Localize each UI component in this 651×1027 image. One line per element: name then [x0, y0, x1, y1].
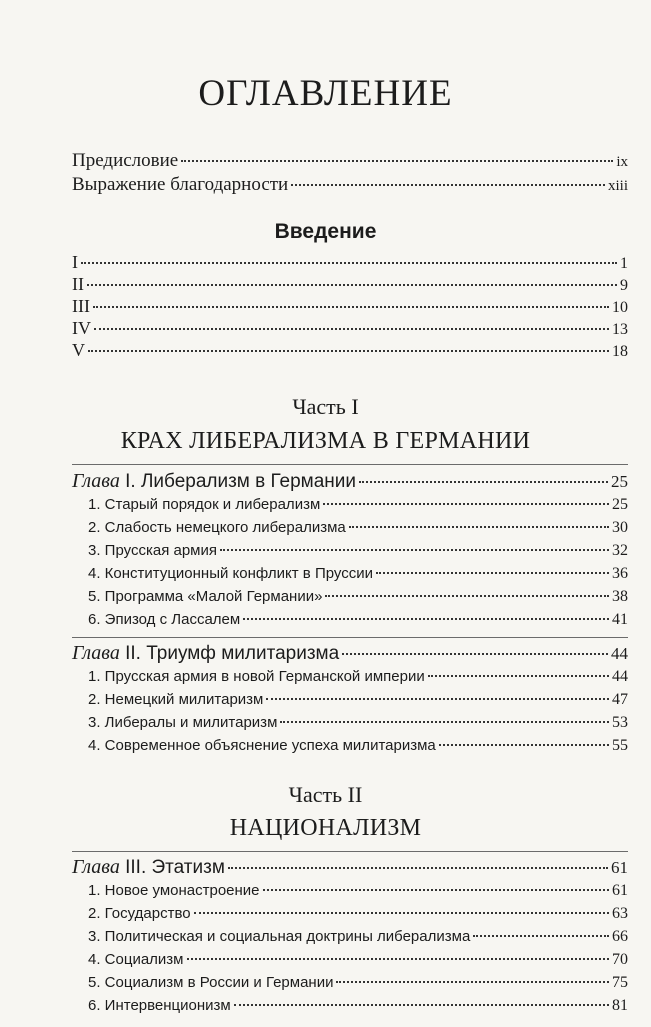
entry-label: 2. Немецкий милитаризм — [88, 691, 264, 708]
entry-page: 1 — [620, 255, 628, 272]
leader-dots — [349, 526, 609, 528]
entry-page: 55 — [612, 737, 628, 754]
toc-entry-2-3[interactable] — [88, 714, 628, 738]
entry-page: 18 — [612, 343, 628, 360]
entry-page: 61 — [611, 858, 628, 877]
section-rule — [72, 637, 628, 638]
entry-label: 6. Эпизод с Лассалем — [88, 611, 241, 628]
entry-label: 4. Социализм — [88, 951, 184, 968]
toc-entry-3-4[interactable] — [88, 951, 628, 975]
entry-label: 6. Интервенционизм — [88, 997, 231, 1014]
leader-dots — [291, 184, 605, 186]
chapter-label — [72, 642, 339, 665]
leader-dots — [280, 721, 609, 723]
leader-dots — [263, 889, 609, 891]
leader-dots — [342, 653, 608, 655]
entry-page: 9 — [620, 277, 628, 294]
entry-label: 2. Государство — [88, 905, 191, 922]
leader-dots — [93, 306, 609, 308]
toc-entry-intro-2[interactable] — [72, 274, 628, 298]
toc-entry-1-1[interactable] — [88, 496, 628, 520]
section-rule — [72, 464, 628, 465]
entry-label: Предисловие — [72, 150, 179, 171]
toc-entry-3-2[interactable] — [88, 905, 628, 929]
entry-page: 61 — [612, 882, 628, 899]
part1-title: КРАХ ЛИБЕРАЛИЗМА В ГЕРМАНИИ — [120, 428, 531, 454]
entry-page: 44 — [611, 644, 628, 663]
entry-page: 53 — [612, 714, 628, 731]
chapter-title: I. Либерализм в Германии — [125, 471, 357, 492]
section-rule — [72, 851, 628, 852]
entry-page: 66 — [612, 928, 628, 945]
entry-page: 47 — [612, 691, 628, 708]
toc-entry-3-5[interactable] — [88, 974, 628, 998]
entry-page: 81 — [612, 997, 628, 1014]
toc-entry-1-4[interactable] — [88, 565, 628, 589]
entry-label: 1. Новое умонастроение — [88, 882, 260, 899]
entry-page: xiii — [607, 178, 628, 194]
entry-label: 4. Конституционный конфликт в Пруссии — [88, 565, 373, 582]
leader-dots — [336, 981, 609, 983]
chapter-prefix: Глава — [72, 470, 120, 492]
leader-dots — [194, 912, 609, 914]
leader-dots — [473, 935, 609, 937]
part2-label: Часть II — [288, 782, 363, 807]
chapter-label — [72, 856, 225, 879]
leader-dots — [87, 284, 617, 286]
leader-dots — [243, 618, 609, 620]
entry-page: 10 — [612, 299, 628, 316]
chapter-prefix: Глава — [72, 642, 120, 664]
entry-page: 63 — [612, 905, 628, 922]
toc-title: ОГЛАВЛЕНИЕ — [198, 73, 453, 114]
entry-label: 3. Политическая и социальная доктрины либерализма — [88, 928, 471, 945]
entry-page: 30 — [612, 519, 628, 536]
leader-dots — [234, 1004, 609, 1006]
chapter-prefix: Глава — [72, 856, 120, 878]
entry-page: 75 — [612, 974, 628, 991]
entry-page: 13 — [612, 321, 628, 338]
toc-entry-1-5[interactable] — [88, 588, 628, 612]
toc-entry-3-3[interactable] — [88, 928, 628, 952]
leader-dots — [88, 350, 609, 352]
entry-label: 3. Либералы и милитаризм — [88, 714, 278, 731]
leader-dots — [94, 328, 609, 330]
leader-dots — [376, 572, 609, 574]
entry-page: 32 — [612, 542, 628, 559]
part1-label: Часть I — [292, 394, 359, 419]
entry-page: 38 — [612, 588, 628, 605]
toc-entry-intro-1[interactable] — [72, 252, 628, 276]
leader-dots — [220, 549, 609, 551]
leader-dots — [439, 744, 609, 746]
entry-label: 1. Прусская армия в новой Германской империи — [88, 668, 425, 685]
entry-page: 41 — [612, 611, 628, 628]
toc-entry-intro-3[interactable] — [72, 296, 628, 320]
part2-title: НАЦИОНАЛИЗМ — [229, 815, 422, 841]
toc-entry-intro-5[interactable] — [72, 340, 628, 364]
chapter-label — [72, 470, 356, 493]
toc-entry-3-1[interactable] — [88, 882, 628, 906]
entry-page: 25 — [612, 496, 628, 513]
entry-page: 25 — [611, 472, 628, 491]
entry-page: 36 — [612, 565, 628, 582]
toc-entry-intro-4[interactable] — [72, 318, 628, 342]
entry-label: II — [72, 274, 84, 294]
leader-dots — [228, 867, 608, 869]
toc-entry-2-1[interactable] — [88, 668, 628, 692]
entry-label: 4. Современное объяснение успеха милитаризма — [88, 737, 436, 754]
entry-label: 2. Слабость немецкого либерализма — [88, 519, 346, 536]
entry-label: 5. Социализм в России и Германии — [88, 974, 334, 991]
toc-entry-2-4[interactable] — [88, 737, 628, 761]
entry-label: V — [72, 340, 85, 360]
toc-entry-1-3[interactable] — [88, 542, 628, 566]
toc-entry-2-2[interactable] — [88, 691, 628, 715]
entry-label: III — [72, 296, 90, 316]
toc-chapter-1[interactable] — [72, 470, 628, 494]
entry-page: 70 — [612, 951, 628, 968]
entry-page: 44 — [612, 668, 628, 685]
leader-dots — [325, 595, 609, 597]
leader-dots — [359, 481, 608, 483]
leader-dots — [181, 160, 613, 162]
toc-chapter-3[interactable] — [72, 856, 628, 880]
entry-label: 1. Старый порядок и либерализм — [88, 496, 321, 513]
leader-dots — [266, 698, 609, 700]
toc-chapter-2[interactable] — [72, 642, 628, 666]
toc-entry-1-6[interactable] — [88, 611, 628, 635]
entry-label: IV — [72, 318, 91, 338]
chapter-title: II. Триумф милитаризма — [125, 643, 340, 664]
toc-entry-acknowledgements[interactable] — [72, 174, 628, 198]
toc-entry-3-6[interactable] — [88, 997, 628, 1021]
entry-label: Выражение благодарности — [72, 174, 289, 195]
leader-dots — [187, 958, 610, 960]
leader-dots — [428, 675, 609, 677]
toc-entry-preface[interactable] — [72, 150, 628, 174]
entry-page: ix — [616, 154, 628, 170]
entry-label: 5. Программа «Малой Германии» — [88, 588, 323, 605]
leader-dots — [323, 503, 609, 505]
intro-title: Введение — [274, 220, 377, 243]
entry-label: I — [72, 252, 78, 272]
toc-entry-1-2[interactable] — [88, 519, 628, 543]
chapter-title: III. Этатизм — [125, 857, 225, 878]
leader-dots — [81, 262, 617, 264]
entry-label: 3. Прусская армия — [88, 542, 217, 559]
